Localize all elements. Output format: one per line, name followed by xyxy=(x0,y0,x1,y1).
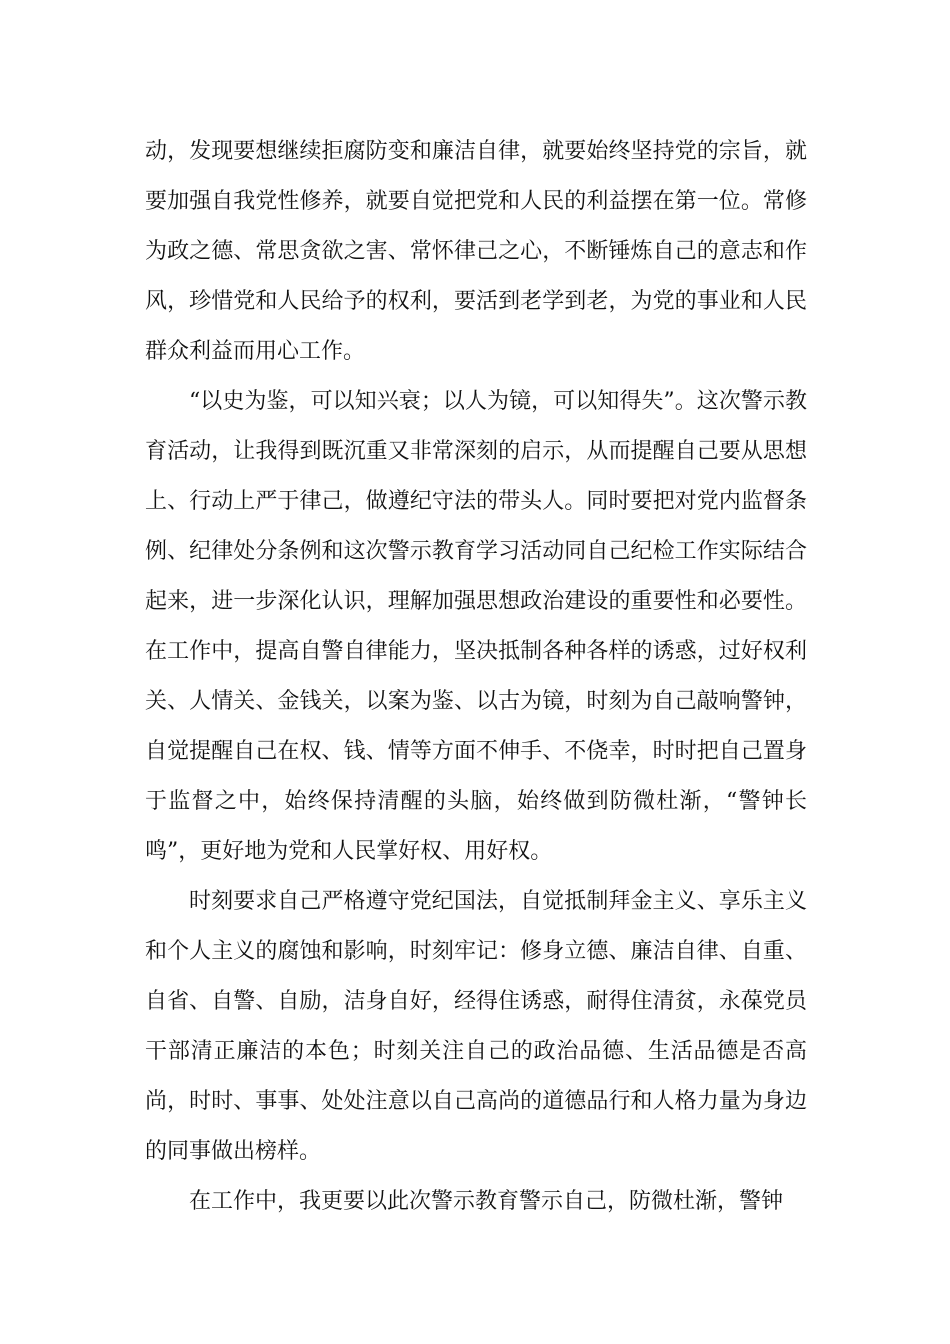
paragraph-3: 时刻要求自己严格遵守党纪国法，自觉抵制拜金主义、享乐主义和个人主义的腐蚀和影响，时刻牢记：修身立德、廉洁自律、自重、自省、自警、自励，洁身自好，经得住诱惑，耐得住清贫，永葆党员干部清正廉洁的本色；时刻关注自己的政治品德、生活品德是否高尚，时时、事事、处处注意以自己高尚的道德品行和人格力量为身边的同事做出榜样。 xyxy=(145,889,807,1164)
paragraph-1: 动，发现要想继续拒腐防变和廉洁自律，就要始终坚持党的宗旨，就要加强自我党性修养，就要自觉把党和人民的利益摆在第一位。常修为政之德、常思贪欲之害、常怀律己之心，不断锤炼自己的意志和作风，珍惜党和人民给予的权利，要活到老学到老，为党的事业和人民群众利益而用心工作。 xyxy=(145,139,807,364)
document-body xyxy=(145,127,807,1227)
paragraph-4: 在工作中，我更要以此次警示教育警示自己，防微杜渐，警钟 xyxy=(189,1189,784,1214)
paragraph-2: “以史为鉴，可以知兴衰；以人为镜，可以知得失”。这次警示教育活动，让我得到既沉重又非常深刻的启示，从而提醒自己要从思想上、行动上严于律己，做遵纪守法的带头人。同时要把对党内监督条例、纪律处分条例和这次警示教育学习活动同自己纪检工作实际结合起来，进一步深化认识，理解加强思想政治建设的重要性和必要性。在工作中，提高自警自律能力，坚决抵制各种各样的诱惑，过好权利关、人情关、金钱关，以案为鉴、以古为镜，时刻为自己敲响警钟，自觉提醒自己在权、钱、情等方面不伸手、不侥幸，时时把自己置身于监督之中，始终保持清醒的头脑，始终做到防微杜渐，“警钟长鸣”，更好地为党和人民掌好权、用好权。 xyxy=(145,389,807,864)
